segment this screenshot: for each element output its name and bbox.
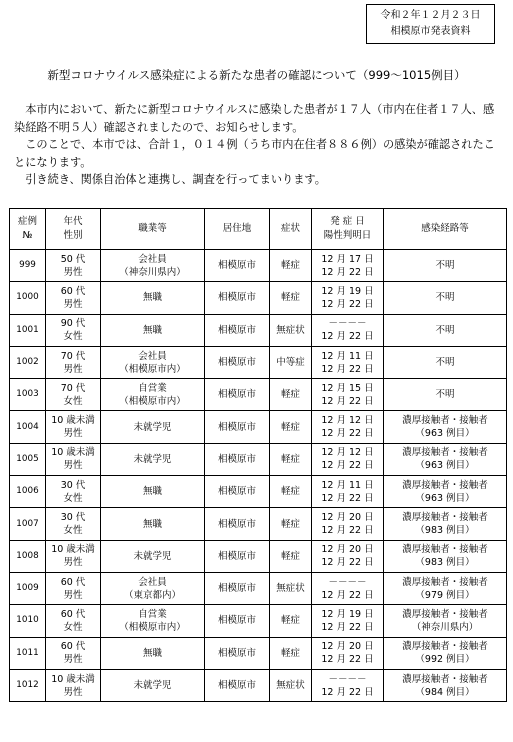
table-row: [10, 379, 507, 411]
table-row: [10, 605, 507, 637]
cell-text: 12 月 22 日: [321, 395, 374, 407]
table-row: [10, 250, 507, 282]
cell-text: 未就学児: [133, 421, 172, 433]
case-table: [9, 208, 507, 702]
header-occupation: 職業等: [101, 209, 205, 250]
cell-symptom: [270, 250, 312, 282]
cell-route: [384, 476, 507, 508]
cell-residence: [205, 250, 270, 282]
cell-route: [384, 637, 507, 669]
cell-text: 軽症: [280, 260, 300, 272]
cell-text: 12 月 22 日: [321, 654, 374, 666]
cell-text: 濃厚接触者・接触者: [402, 673, 488, 685]
cell-text: （984 例目）: [415, 686, 475, 698]
cell-text: （992 例目）: [415, 654, 475, 666]
cell-case-no: [10, 476, 46, 508]
cell-dates: [312, 379, 384, 411]
table-row: [10, 540, 507, 572]
cell-text: 12 月 19 日: [321, 285, 374, 297]
cell-text: 60 代: [60, 608, 86, 620]
header-dates: [312, 209, 384, 250]
cell-text: 12 月 20 日: [321, 641, 374, 653]
cell-text: 女性: [63, 395, 83, 407]
issuer: 相模原市発表資料: [390, 26, 471, 37]
cell-symptom: [270, 508, 312, 540]
paragraph-3: [14, 171, 500, 189]
cell-case-no: [10, 346, 46, 378]
cell-text: 濃厚接触者・接触者: [402, 641, 488, 653]
cell-text: 10 歳未満: [51, 415, 95, 427]
cell-text: 1012: [16, 680, 39, 690]
cell-text: 無症状: [276, 583, 305, 595]
cell-age-sex: [46, 379, 101, 411]
cell-age-sex: [46, 540, 101, 572]
cell-text: 男性: [63, 686, 83, 698]
cell-occupation: [101, 508, 205, 540]
cell-text: 12 月 20 日: [321, 544, 374, 556]
cell-case-no: [10, 443, 46, 475]
cell-text: 相模原市: [217, 324, 256, 336]
table-header-row: [10, 209, 507, 250]
table-row: [10, 508, 507, 540]
cell-text: 軽症: [280, 292, 300, 304]
cell-text: 軽症: [280, 518, 300, 530]
cell-occupation: [101, 443, 205, 475]
cell-text: （963 例目）: [415, 460, 475, 472]
cell-case-no: [10, 411, 46, 443]
release-date: 令和２年１２月２３日: [380, 10, 481, 21]
cell-route: [384, 443, 507, 475]
cell-text: 軽症: [280, 550, 300, 562]
cell-age-sex: [46, 250, 101, 282]
cell-text: （963 例目）: [415, 428, 475, 440]
cell-residence: [205, 282, 270, 314]
cell-dates: [312, 508, 384, 540]
cell-text: 60 代: [60, 285, 86, 297]
paragraph-text: 引き続き、関係自治体と連携し、調査を行ってまいります。: [25, 173, 326, 186]
cell-text: 12 月 22 日: [321, 589, 374, 601]
cell-text: 1002: [16, 357, 39, 368]
cell-text: 男性: [63, 460, 83, 472]
cell-case-no: [10, 508, 46, 540]
cell-route: [384, 540, 507, 572]
cell-text: 12 月 22 日: [321, 331, 374, 343]
cell-text: 相模原市: [217, 583, 256, 595]
cell-text: 無職: [142, 292, 162, 304]
cell-text: 1005: [16, 453, 39, 464]
cell-text: 女性: [63, 492, 83, 504]
cell-route: [384, 314, 507, 346]
header-route: 感染経路等: [384, 209, 507, 250]
cell-symptom: [270, 282, 312, 314]
cell-text: 濃厚接触者・接触者: [402, 608, 488, 620]
cell-occupation: [101, 637, 205, 669]
table-row: [10, 572, 507, 604]
cell-text: －－－－: [328, 318, 367, 330]
press-release-info-box: [366, 4, 495, 44]
cell-text: 男性: [63, 266, 83, 278]
header-text: 性別: [63, 230, 83, 241]
cell-text: （相模原市内）: [119, 363, 186, 375]
cell-text: 軽症: [280, 486, 300, 498]
cell-text: 相模原市: [217, 389, 256, 401]
cell-case-no: [10, 250, 46, 282]
cell-text: 中等症: [276, 357, 305, 369]
cell-symptom: [270, 669, 312, 701]
cell-case-no: [10, 314, 46, 346]
cell-text: 会社員: [138, 350, 167, 362]
cell-text: 相模原市: [217, 453, 256, 465]
cell-residence: [205, 443, 270, 475]
cell-dates: [312, 669, 384, 701]
cell-occupation: [101, 669, 205, 701]
cell-text: 未就学児: [133, 680, 172, 691]
cell-text: 1004: [16, 421, 39, 432]
cell-route: [384, 379, 507, 411]
cell-text: －－－－: [328, 673, 367, 685]
cell-dates: [312, 540, 384, 572]
cell-text: 12 月 22 日: [321, 525, 374, 537]
cell-text: 12 月 22 日: [321, 492, 374, 504]
cell-route: [384, 250, 507, 282]
cell-age-sex: [46, 346, 101, 378]
cell-text: 10 歳未満: [51, 544, 95, 556]
cell-route: [384, 346, 507, 378]
cell-case-no: [10, 540, 46, 572]
cell-text: 男性: [63, 654, 83, 666]
cell-dates: [312, 250, 384, 282]
cell-text: 未就学児: [133, 550, 172, 562]
table-row: [10, 637, 507, 669]
cell-residence: [205, 346, 270, 378]
cell-text: 10 歳未満: [51, 447, 95, 459]
cell-text: （983 例目）: [415, 525, 475, 537]
cell-text: 相模原市: [217, 292, 256, 304]
cell-occupation: [101, 379, 205, 411]
cell-residence: [205, 540, 270, 572]
cell-text: 男性: [63, 298, 83, 310]
cell-symptom: [270, 637, 312, 669]
cell-dates: [312, 572, 384, 604]
cell-symptom: [270, 411, 312, 443]
cell-text: 相模原市: [217, 357, 256, 369]
cell-dates: [312, 346, 384, 378]
cell-residence: [205, 476, 270, 508]
table-row: [10, 411, 507, 443]
cell-symptom: [270, 572, 312, 604]
cell-text: 会社員: [138, 576, 167, 588]
cell-text: 軽症: [280, 615, 300, 627]
cell-case-no: [10, 379, 46, 411]
cell-text: 濃厚接触者・接触者: [402, 479, 488, 491]
cell-text: 軽症: [280, 421, 300, 433]
cell-text: 男性: [63, 557, 83, 569]
cell-symptom: [270, 605, 312, 637]
cell-text: （神奈川県内）: [119, 266, 186, 278]
cell-text: 自営業: [138, 608, 167, 620]
cell-symptom: [270, 540, 312, 572]
cell-occupation: [101, 572, 205, 604]
cell-text: 1003: [16, 389, 39, 400]
cell-text: 会社員: [138, 253, 167, 265]
cell-text: 濃厚接触者・接触者: [402, 512, 488, 524]
table-row: [10, 282, 507, 314]
cell-text: 相模原市: [217, 615, 256, 627]
cell-text: 不明: [435, 357, 455, 369]
cell-text: 60 代: [60, 576, 86, 588]
cell-text: 1008: [16, 550, 39, 561]
cell-text: 70 代: [60, 350, 86, 362]
cell-text: 30 代: [60, 512, 86, 524]
header-case-no: [10, 209, 46, 250]
cell-age-sex: [46, 637, 101, 669]
cell-occupation: [101, 282, 205, 314]
cell-text: 女性: [63, 331, 83, 343]
cell-text: （相模原市内）: [119, 395, 186, 407]
cell-text: （963 例目）: [415, 492, 475, 504]
cell-route: [384, 282, 507, 314]
cell-text: 軽症: [280, 389, 300, 401]
header-residence: 居住地: [205, 209, 270, 250]
cell-dates: [312, 637, 384, 669]
cell-text: 相模原市: [217, 647, 256, 659]
cell-text: 男性: [63, 589, 83, 601]
cell-text: 12 月 12 日: [321, 415, 374, 427]
cell-text: 70 代: [60, 382, 86, 394]
cell-text: 1009: [16, 583, 39, 594]
cell-text: 12 月 20 日: [321, 512, 374, 524]
cell-symptom: [270, 314, 312, 346]
cell-text: 不明: [435, 324, 455, 336]
cell-text: 相模原市: [217, 550, 256, 562]
cell-dates: [312, 314, 384, 346]
cell-text: 軽症: [280, 453, 300, 465]
cell-text: 無職: [142, 647, 162, 659]
cell-route: [384, 669, 507, 701]
cell-occupation: [101, 250, 205, 282]
cell-residence: [205, 669, 270, 701]
cell-text: （979 例目）: [415, 589, 475, 601]
cell-residence: [205, 379, 270, 411]
paragraph-1: [14, 101, 500, 136]
cell-route: [384, 572, 507, 604]
paragraph-2: [14, 136, 500, 171]
cell-age-sex: [46, 443, 101, 475]
cell-text: 12 月 22 日: [321, 298, 374, 310]
document-title: 新型コロナウイルス感染症による新たな患者の確認について（999～1015例目）: [47, 68, 466, 82]
cell-text: 10 歳未満: [51, 673, 95, 685]
cell-case-no: [10, 669, 46, 701]
header-text: 陽性判明日: [323, 230, 372, 241]
cell-case-no: [10, 572, 46, 604]
cell-text: 無症状: [276, 324, 305, 336]
cell-text: 無職: [142, 486, 162, 498]
table-row: [10, 443, 507, 475]
cell-text: 12 月 22 日: [321, 621, 374, 633]
table-row: [10, 476, 507, 508]
cell-text: 無症状: [276, 680, 305, 691]
cell-text: 軽症: [280, 647, 300, 659]
cell-text: 1006: [16, 486, 39, 497]
cell-text: 1007: [16, 518, 39, 529]
cell-residence: [205, 508, 270, 540]
cell-occupation: [101, 411, 205, 443]
cell-residence: [205, 605, 270, 637]
cell-text: 12 月 19 日: [321, 608, 374, 620]
cell-dates: [312, 476, 384, 508]
cell-text: （東京都内）: [123, 589, 181, 601]
header-text: 発 症 日: [330, 216, 365, 227]
cell-route: [384, 508, 507, 540]
cell-text: 男性: [63, 363, 83, 375]
cell-occupation: [101, 476, 205, 508]
header-symptom: 症状: [270, 209, 312, 250]
cell-text: －－－－: [328, 576, 367, 588]
cell-text: 男性: [63, 428, 83, 440]
cell-text: 12 月 11 日: [321, 479, 374, 491]
cell-age-sex: [46, 282, 101, 314]
cell-text: 1011: [16, 647, 39, 658]
cell-case-no: [10, 605, 46, 637]
cell-age-sex: [46, 669, 101, 701]
cell-text: 60 代: [60, 641, 86, 653]
cell-text: 濃厚接触者・接触者: [402, 544, 488, 556]
cell-age-sex: [46, 605, 101, 637]
cell-text: 12 月 15 日: [321, 382, 374, 394]
cell-text: 12 月 12 日: [321, 447, 374, 459]
cell-text: 不明: [435, 292, 455, 304]
cell-text: 999: [19, 260, 36, 271]
cell-text: （相模原市内）: [119, 621, 186, 633]
cell-occupation: [101, 605, 205, 637]
table-row: [10, 314, 507, 346]
cell-text: 12 月 22 日: [321, 686, 374, 698]
cell-route: [384, 605, 507, 637]
cell-case-no: [10, 637, 46, 669]
cell-text: 12 月 22 日: [321, 266, 374, 278]
cell-symptom: [270, 443, 312, 475]
cell-text: 30 代: [60, 479, 86, 491]
header-text: №: [22, 230, 33, 241]
cell-text: 濃厚接触者・接触者: [402, 576, 488, 588]
cell-text: 不明: [435, 260, 455, 272]
cell-text: 1000: [16, 292, 39, 303]
cell-text: 相模原市: [217, 680, 256, 691]
cell-residence: [205, 314, 270, 346]
cell-age-sex: [46, 476, 101, 508]
cell-residence: [205, 572, 270, 604]
cell-case-no: [10, 282, 46, 314]
cell-text: 12 月 17 日: [321, 253, 374, 265]
cell-text: 相模原市: [217, 518, 256, 530]
cell-dates: [312, 282, 384, 314]
cell-age-sex: [46, 314, 101, 346]
cell-symptom: [270, 476, 312, 508]
cell-text: 自営業: [138, 382, 167, 394]
cell-text: 濃厚接触者・接触者: [402, 415, 488, 427]
cell-text: 1001: [16, 324, 39, 335]
cell-text: 90 代: [60, 318, 86, 330]
header-age-sex: [46, 209, 101, 250]
cell-text: 12 月 22 日: [321, 460, 374, 472]
header-text: 年代: [63, 216, 83, 227]
cell-text: 1010: [16, 615, 39, 626]
cell-text: 12 月 22 日: [321, 363, 374, 375]
cell-age-sex: [46, 508, 101, 540]
cell-text: 相模原市: [217, 260, 256, 272]
cell-text: 不明: [435, 389, 455, 401]
cell-text: 無職: [142, 518, 162, 530]
cell-age-sex: [46, 411, 101, 443]
cell-symptom: [270, 346, 312, 378]
cell-text: 無職: [142, 324, 162, 336]
cell-text: 50 代: [60, 253, 86, 265]
cell-text: 女性: [63, 525, 83, 537]
cell-text: 12 月 11 日: [321, 350, 374, 362]
cell-text: 濃厚接触者・接触者: [402, 447, 488, 459]
header-text: 症例: [17, 216, 37, 227]
table-row: [10, 669, 507, 701]
cell-occupation: [101, 314, 205, 346]
cell-text: （神奈川県内）: [411, 621, 479, 633]
cell-symptom: [270, 379, 312, 411]
cell-occupation: [101, 540, 205, 572]
cell-text: 相模原市: [217, 421, 256, 433]
cell-residence: [205, 411, 270, 443]
table-row: [10, 346, 507, 378]
cell-occupation: [101, 346, 205, 378]
cell-age-sex: [46, 572, 101, 604]
cell-dates: [312, 411, 384, 443]
cell-text: 女性: [63, 621, 83, 633]
cell-text: 相模原市: [217, 486, 256, 498]
cell-residence: [205, 637, 270, 669]
cell-text: 12 月 22 日: [321, 557, 374, 569]
cell-text: （983 例目）: [415, 557, 475, 569]
cell-dates: [312, 443, 384, 475]
cell-dates: [312, 605, 384, 637]
paragraph-text: 本市内において、新たに新型コロナウイルスに感染した患者が１７人（市内在住者１７人、感染経路不明５人）確認されましたので、お知らせします。: [14, 103, 495, 134]
cell-text: 未就学児: [133, 453, 172, 465]
paragraph-text: このことで、本市では、合計１，０１４例（うち市内在住者８８６例）の感染が確認されたことになります。: [14, 138, 495, 169]
cell-route: [384, 411, 507, 443]
cell-text: 12 月 22 日: [321, 428, 374, 440]
